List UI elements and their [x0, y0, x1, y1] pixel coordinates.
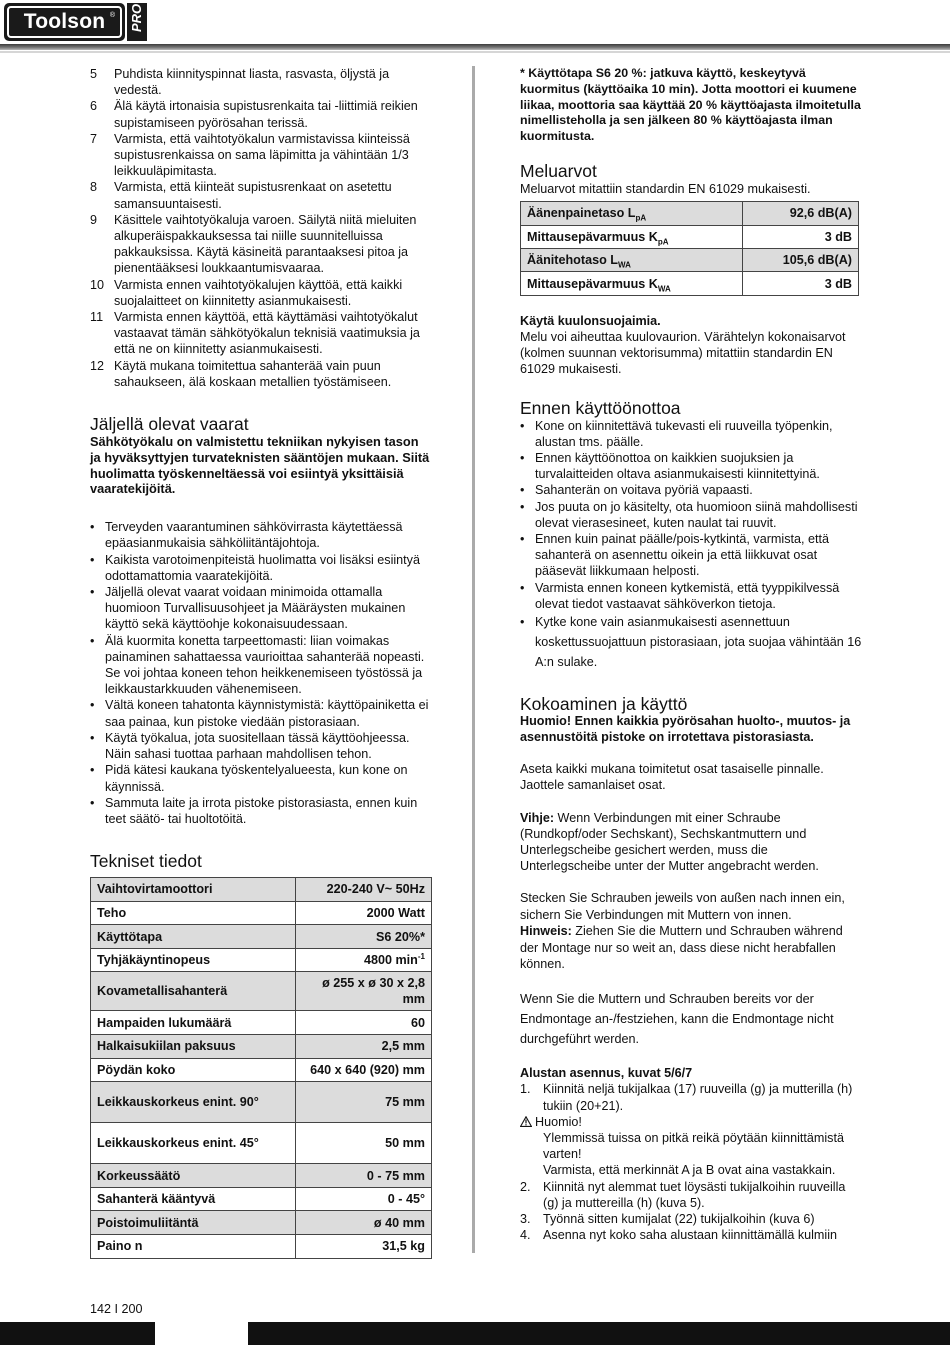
vihje-paragraph [520, 810, 862, 875]
ear-protection: Käytä kuulonsuojaimia. [520, 313, 661, 328]
noise-label-sub: pA [635, 213, 647, 223]
noise-table [520, 201, 859, 296]
base-steps [520, 1081, 862, 1243]
spec-value-text: ø 40 mm [373, 1215, 425, 1230]
list-item: • Varmista ennen koneen kytkemistä, että tyyppikilvessä olevat tiedot vastaavat sähköverkon tietoja. [520, 580, 862, 612]
noise-value: 105,6 dB(A) [742, 248, 858, 271]
noise-label [521, 272, 743, 295]
spec-value [296, 1035, 432, 1059]
spec-label: Vaihtovirtamoottori [91, 878, 296, 902]
list-item: • Terveyden vaarantuminen sähkövirrasta käytettäessä epäasianmukaisia sähköliitäntäjohtoja. [90, 519, 432, 551]
list-item: • Sahanterän on voitava pyöriä vapaasti. [520, 482, 862, 498]
spec-row [91, 1164, 432, 1188]
step-item: 1. Kiinnitä neljä tukijalkaa (17) ruuveilla (g) ja mutterilla (h) tukiin (20+21). [520, 1082, 853, 1113]
spec-label: Korkeussäätö [91, 1164, 296, 1188]
list-item: 6 Älä käytä irtonaisia supistusrenkaita tai -liittimiä reikien supistamiseen pyörösahan terissä. [90, 99, 418, 130]
spec-value [296, 1211, 432, 1235]
list-item: • Älä kuormita konetta tarpeettomasti: liian voimakas painaminen sahattaessa vaurioittaa sahanterää nopeasti. Se voi johtaa koneen tehon heikkenemiseen työstössä ja leikkaustarkkuuden vähenemiseen. [90, 633, 432, 698]
noise-label-sub: WA [617, 260, 631, 270]
noise-value: 3 dB [742, 272, 858, 295]
spec-value-text: 2,5 mm [381, 1039, 425, 1054]
spec-value [296, 1164, 432, 1188]
assembly-p1: Aseta kaikki mukana toimitetut osat tasaiselle pinnalle. Jaottele samanlaiset osat. [520, 762, 824, 793]
spec-value [296, 901, 432, 925]
spec-value [296, 878, 432, 902]
right-column [520, 66, 862, 1243]
hinweis-text: Ziehen Sie die Muttern und Schrauben während der Montage nur so weit an, dass diese nicht herabfallen können. [520, 923, 843, 972]
safety-list [90, 66, 432, 390]
list-item: • Ennen käyttöönottoa on kaikkien suojuksien ja turvalaitteiden oltava asianmukaisesti kiinnitettyinä. [520, 450, 862, 482]
assembly-heading: Kokoaminen ja käyttö [520, 694, 688, 714]
footer-bar [0, 1322, 950, 1345]
spec-value-text: 0 - 45° [387, 1192, 425, 1207]
huomio-label: Huomio! [535, 1114, 582, 1129]
list-item: • Jäljellä olevat vaarat voidaan minimoida ottamalla huomioon Turvallisuusohjeet ja Määräysten mukainen käyttö sekä käyttöohje kokonaisuudessaan. [90, 584, 432, 633]
spec-value-text: S6 20%* [375, 929, 425, 944]
spec-row [91, 972, 432, 1011]
list-item: 8 Varmista, että kiinteät supistusrenkaat on asetettu samansuuntaisesti. [90, 180, 392, 211]
spec-value [296, 972, 432, 1011]
list-item: • Kytke kone vain asianmukaisesti asennettuun koskettussuojattuun pistorasiaan, jota suojaa vähintään 16 A:n sulake. [520, 612, 862, 672]
spec-row [91, 1123, 432, 1164]
step-item: 2. Kiinnitä nyt alemmat tuet löysästi tukijalkoihin ruuveilla (g) ja muttereilla (h) (kuva 5). [520, 1179, 846, 1210]
spec-value-text: 640 x 640 (920) mm [310, 1062, 425, 1077]
spec-label: Sahanterä kääntyvä [91, 1187, 296, 1211]
noise-text: Melu voi aiheuttaa kuulovaurion. Värähtelyn kokonaisarvot (kolmen suunnan vektorisumma) mitattiin standardin EN 61029 mukaisesti. [520, 329, 846, 377]
residual-heading: Jäljellä olevat vaarat [90, 414, 249, 435]
noise-label-text: Mittausepävarmuus K [527, 276, 658, 291]
spec-value-text: 31,5 kg [382, 1239, 425, 1254]
assembly-p3: Wenn Sie die Muttern und Schrauben bereits vor der Endmontage an-/festziehen, kann die Endmontage nicht durchgeführt werden. [520, 992, 834, 1047]
spec-value-text: 4800 min [363, 953, 418, 968]
noise-value: 3 dB [742, 225, 858, 248]
spec-label: Poistoimuliitäntä [91, 1211, 296, 1235]
hinweis-label: Hinweis: [520, 923, 572, 938]
list-item: • Pidä kätesi kaukana työskentelyalueesta, kun kone on käynnissä. [90, 762, 432, 794]
noise-label-text: Äänenpainetaso L [527, 206, 636, 221]
list-item: • Kaikista varotoimenpiteistä huolimatta voi lisäksi esiintyä odottamattomia vaaratekijöitä. [90, 552, 432, 584]
footnote: * Käyttötapa S6 20 %: jatkuva käyttö, keskeytyvä kuormitus (käyttöaika 10 min). Jotta moottori ei kuumene liikaa, moottoria saa käyttää 20 % käyttöajasta ilmoitetulla nimellisteholla ja sen jälkeen 80 % käyttöajasta ilman kuormitusta. [520, 66, 861, 144]
list-item: • Vältä koneen tahatonta käynnistymistä: käyttöpainiketta ei saa painaa, kun pistoke viedään pistorasiaan. [90, 697, 432, 729]
spec-value [296, 1235, 432, 1259]
list-item: 7 Varmista, että vaihtotyökalun varmistavissa kiinteissä supistusrenkaissa on sama läpimitta ja vähintään 1/3 leikkuuläpimitasta. [90, 131, 410, 179]
spec-row [91, 1187, 432, 1211]
spec-value-text: 60 [410, 1015, 425, 1030]
noise-label [521, 225, 743, 248]
spec-row [91, 1011, 432, 1035]
spec-value [296, 1011, 432, 1035]
noise-label-sub: pA [657, 237, 669, 247]
assembly-p2: Stecken Sie Schrauben jeweils von außen nach innen ein, sichern Sie Verbindungen mit Muttern von innen. [520, 891, 845, 922]
spec-value-sup: -1 [417, 952, 425, 961]
before-heading: Ennen käyttöönottoa [520, 397, 681, 418]
vihje-text: Wenn Verbindungen mit einer Schraube (Rundkopf/oder Sechskant), Sechskantmuttern und Unterlegscheibe gesichert werden, muss die Unterlegscheibe unter der Mutter angebracht werden. [520, 810, 819, 874]
spec-value [296, 925, 432, 949]
spec-row [91, 948, 432, 972]
base-heading: Alustan asennus, kuvat 5/6/7 [520, 1066, 693, 1081]
pro-badge [127, 3, 147, 41]
noise-label [521, 202, 743, 225]
spec-label: Kovametallisahanterä [91, 972, 296, 1011]
warning-icon [520, 1116, 532, 1127]
spec-value-text: 50 mm [385, 1136, 425, 1151]
list-item: • Sammuta laite ja irrota pistoke pistorasiasta, ennen kuin teet säätö- tai huoltotöitä. [90, 795, 432, 827]
spec-label: Pöydän koko [91, 1058, 296, 1082]
spec-label: Teho [91, 901, 296, 925]
before-bullets [520, 418, 862, 672]
list-item: 9 Käsittele vaihtotyökaluja varoen. Säilytä niitä mieluiten alkuperäispakkauksessa tai niille suunnitelluissa pakkauksissa. Käytä käsineitä parantaaksesi pitoa ja pienentääksesi loukkaantumisvaaraa. [90, 212, 417, 276]
spec-value [296, 948, 432, 972]
list-item: 5 Puhdista kiinnityspinnat liasta, rasvasta, öljystä ja vedestä. [90, 67, 390, 98]
noise-value: 92,6 dB(A) [742, 202, 858, 225]
spec-label: Leikkauskorkeus enint. 45° [91, 1123, 296, 1164]
spec-label: Paino n [91, 1235, 296, 1259]
step-item: 4. Asenna nyt koko saha alustaan kiinnittämällä kulmiin [520, 1228, 838, 1243]
spec-row [91, 1082, 432, 1123]
assembly-warning: Huomio! Ennen kaikkia pyörösahan huolto-, muutos- ja asennustöitä pistoke on irrotettava pistorasiasta. [520, 714, 851, 744]
noise-label-sub: WA [657, 284, 671, 294]
tech-specs-table [90, 877, 432, 1259]
spec-row [91, 878, 432, 902]
hinweis-paragraph [520, 923, 862, 973]
noise-row [521, 225, 859, 248]
spec-label: Tyhjäkäyntinopeus [91, 948, 296, 972]
spec-row [91, 1211, 432, 1235]
noise-intro: Meluarvot mitattiin standardin EN 61029 mukaisesti. [520, 181, 811, 196]
left-column [90, 66, 432, 1259]
spec-label: Käyttötapa [91, 925, 296, 949]
noise-row [521, 248, 859, 271]
spec-value [296, 1058, 432, 1082]
huomio-text: Ylemmissä tuissa on pitkä reikä pöytään kiinnittämistä varten! [543, 1131, 844, 1162]
residual-bullets [90, 519, 432, 827]
spec-value-text: 75 mm [385, 1095, 425, 1110]
spec-row [91, 1058, 432, 1082]
noise-label [521, 248, 743, 271]
header-rule [0, 44, 950, 50]
list-item: • Jos puuta on jo käsitelty, ota huomioon siinä mahdollisesti olevat vierasesineet, kuten naulat tai ruuvit. [520, 499, 862, 531]
spec-label: Leikkauskorkeus enint. 90° [91, 1082, 296, 1123]
list-item: 10 Varmista ennen vaihtotyökalujen käyttöä, että kaikki suojalaitteet on kiinnitetty asianmukaisesti. [90, 277, 403, 308]
noise-heading: Meluarvot [520, 160, 597, 181]
spec-row [91, 1035, 432, 1059]
list-item: • Kone on kiinnitettävä tukevasti eli ruuveilla työpenkin, alustan tms. päälle. [520, 418, 862, 450]
vihje-label: Vihje: [520, 810, 555, 825]
noise-label-text: Äänitehotaso L [527, 253, 618, 268]
list-item: 11 Varmista ennen käyttöä, että käyttämäsi vaihtotyökalut vastaavat tämän sähkötyökalun teknisiä vaatimuksia ja että ne on kiinnitetty asianmukaisesti. [90, 310, 420, 357]
spec-label: Halkaisukiilan paksuus [91, 1035, 296, 1059]
tech-heading: Tekniset tiedot [90, 851, 202, 872]
spec-row [91, 901, 432, 925]
huomio-block [520, 1114, 862, 1179]
spec-value [296, 1123, 432, 1164]
spec-value-text: 220-240 V~ 50Hz [326, 882, 425, 897]
noise-label-text: Mittausepävarmuus K [527, 229, 658, 244]
logo-text: Toolson [7, 6, 122, 38]
noise-row [521, 272, 859, 295]
residual-intro: Sähkötyökalu on valmistettu tekniikan nykyisen tason ja hyväksyttyjen turvateknisten sääntöjen mukaan. Siitä huolimatta työskenneltäessä voi esiintyä yksittäisiä vaaratekijöitä. [90, 434, 430, 497]
spec-value [296, 1187, 432, 1211]
list-item: • Ennen kuin painat päälle/pois-kytkintä, varmista, että sahanterä on asennettu oikein ja että liikkuvat osat pääsevät liikkumaan helposti. [520, 531, 862, 580]
spec-value-text: ø 255 x ø 30 x 2,8 mm [322, 976, 425, 1007]
spec-value [296, 1082, 432, 1123]
spec-value-text: 0 - 75 mm [366, 1168, 425, 1183]
step-item: 3. Työnnä sitten kumijalat (22) tukijalkoihin (kuva 6) [520, 1212, 815, 1227]
page-number: 142 I 200 [90, 1302, 143, 1316]
spec-label: Hampaiden lukumäärä [91, 1011, 296, 1035]
registered-mark: ® [109, 12, 115, 19]
column-divider [472, 66, 475, 1253]
footer-bar-gap [155, 1322, 248, 1345]
noise-row [521, 202, 859, 225]
toolson-logo [4, 3, 125, 41]
list-item: • Käytä työkalua, jota suositellaan tässä käyttöohjeessa. Näin sahasi tuottaa parhaan mahdollisen tehon. [90, 730, 432, 762]
spec-value-text: 2000 Watt [366, 906, 425, 920]
huomio-text-2: Varmista, että merkinnät A ja B ovat aina vastakkain. [543, 1163, 836, 1178]
spec-row [91, 925, 432, 949]
list-item: 12 Käytä mukana toimitettua sahanterää vain puun sahaukseen, älä koskaan metallien työstämiseen. [90, 358, 392, 389]
header-rule-light [0, 51, 950, 53]
pro-label: PRO [129, 3, 144, 32]
spec-row [91, 1235, 432, 1259]
